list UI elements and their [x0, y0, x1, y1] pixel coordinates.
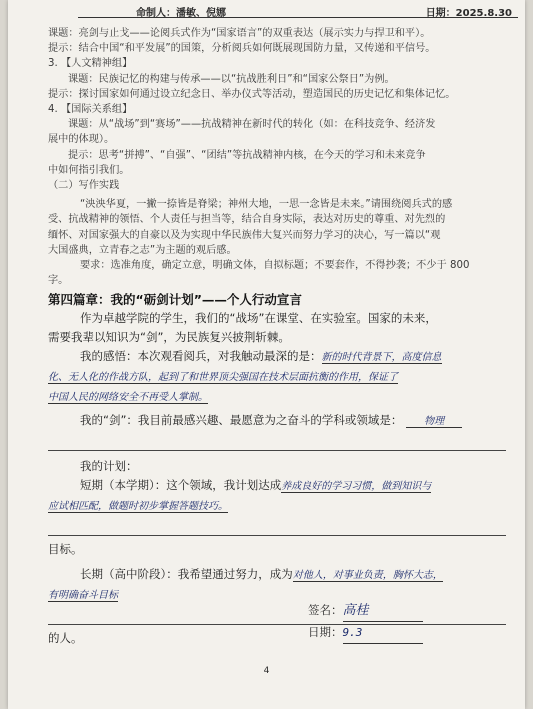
topic-line: 课题：民族记忆的构建与传承——以“抗战胜利日”和“国家公祭日”为例。	[68, 73, 395, 85]
writing-prompt: “泱泱华夏，一撇一捺皆是脊梁；神州大地，一思一念皆是未来。”请围绕阅兵式的感	[80, 199, 453, 211]
part4-intro: 作为卓越学院的学生，我们的“战场”在课堂、在实验室。国家的未来，	[80, 311, 437, 326]
goal-end: 目标。	[48, 542, 83, 557]
writing-prompt: 受、抗战精神的领悟、个人责任与担当等，结合自身实际，表达对历史的尊重、对先烈的	[48, 214, 446, 226]
page-number: 4	[263, 666, 270, 676]
signature-row	[308, 600, 423, 622]
hint-line-cont: 中如何指引我们。	[48, 164, 130, 176]
short-term-answer-cont[interactable]: 应试相匹配，做题时初步掌握答题技巧。	[48, 501, 228, 513]
writing-requirements-cont: 字。	[48, 275, 69, 287]
short-term-answer[interactable]: 养成良好的学习习惯，做到知识与	[281, 481, 432, 493]
feeling-answer-cont[interactable]: 中国人民的网络安全不再受人掌制。	[48, 392, 208, 404]
writing-prompt: 缅怀、对国家强大的自豪以及为实现中华民族伟大复兴而努力学习的决心，写一篇以“观	[48, 229, 441, 241]
hint-line: 提示：结合中国“和平发展”的国策，分析阅兵如何既展现国防力量，又传递和平信号。	[48, 43, 436, 55]
part4-intro-cont: 需要我辈以知识为“剑”，为民族复兴披荆斩棘。	[48, 330, 290, 345]
topic-line-cont: 展中的体现）。	[48, 134, 115, 146]
sword-label: 我的“剑”：我目前最感兴趣、最愿意为之奋斗的学科或领域是：	[80, 413, 403, 428]
worksheet-page	[8, 0, 525, 709]
plan-label: 我的计划：	[80, 459, 138, 474]
group-title-humanities: 3. 【人文精神组】	[48, 58, 133, 70]
top-section	[48, 26, 506, 288]
feeling-label: 我的感悟：本次观看阅兵，对我触动最深的是：	[80, 349, 322, 364]
part4-body	[48, 309, 506, 648]
hint-line: 提示：思考“拼搏”、“自强”、“团结”等抗战精神内核，在今天的学习和未来竞争	[68, 149, 426, 161]
feeling-row	[48, 347, 506, 367]
authors-label: 命制人：潘敏、倪娜	[136, 8, 226, 19]
writing-requirements: 要求：选准角度，确定立意，明确文体，自拟标题；不要套作，不得抄袭；不少于 800	[80, 260, 470, 272]
feeling-answer-cont[interactable]: 化、无人化的作战方队，起到了和世界顶尖强国在技术层面抗衡的作用，保证了	[48, 372, 398, 384]
content-body	[48, 26, 506, 648]
feeling-row-3	[48, 387, 506, 407]
blank-line[interactable]	[48, 516, 506, 536]
sword-row	[48, 411, 506, 431]
feeling-answer[interactable]: 新的时代背景下，高度信息	[321, 352, 442, 364]
sign-date-answer[interactable]: 9.3	[343, 623, 423, 644]
sign-date-label: 日期：	[308, 625, 343, 639]
feeling-row-2	[48, 367, 506, 387]
group-title-international: 4. 【国际关系组】	[48, 104, 133, 116]
page-header	[78, 4, 518, 18]
signature-answer[interactable]: 高桂	[343, 601, 423, 622]
long-term-answer[interactable]: 对他人，对事业负责，胸怀大志，	[292, 570, 443, 582]
writing-prompt: 大国盛典，立青春之志”为主题的观后感。	[48, 244, 237, 256]
header-date: 日期：2025.8.30	[425, 8, 512, 19]
writing-practice-title: （二）写作实践	[48, 180, 120, 192]
long-term-label: 长期（高中阶段）：我希望通过努力，成为	[80, 567, 293, 582]
long-term-answer-cont[interactable]: 有明确奋斗目标	[48, 590, 118, 602]
person-end: 的人。	[48, 631, 83, 646]
sword-answer[interactable]: 物理	[406, 416, 462, 428]
part4-title: 第四篇章：我的“砺剑计划”——个人行动宣言	[48, 292, 302, 308]
short-term-row	[48, 476, 506, 496]
topic-line: 课题：从“战场”到“赛场”——抗战精神在新时代的转化（如：在科技竞争、经济发	[68, 119, 436, 131]
signature-label: 签名：	[308, 603, 343, 617]
hint-line: 提示：探讨国家如何通过设立纪念日、举办仪式等活动，塑造国民的历史记忆和集体记忆。	[48, 88, 456, 100]
long-term-row-2	[48, 585, 506, 605]
short-term-row-2	[48, 496, 506, 516]
date-row	[308, 622, 423, 644]
blank-line[interactable]	[48, 605, 506, 625]
blank-line[interactable]	[48, 431, 506, 451]
long-term-row	[48, 565, 506, 585]
topic-line: 课题：亮剑与止戈——论阅兵式作为“国家语言”的双重表达（展示实力与捍卫和平）。	[48, 28, 431, 39]
short-term-label: 短期（本学期）：这个领域，我计划达成	[80, 478, 282, 493]
